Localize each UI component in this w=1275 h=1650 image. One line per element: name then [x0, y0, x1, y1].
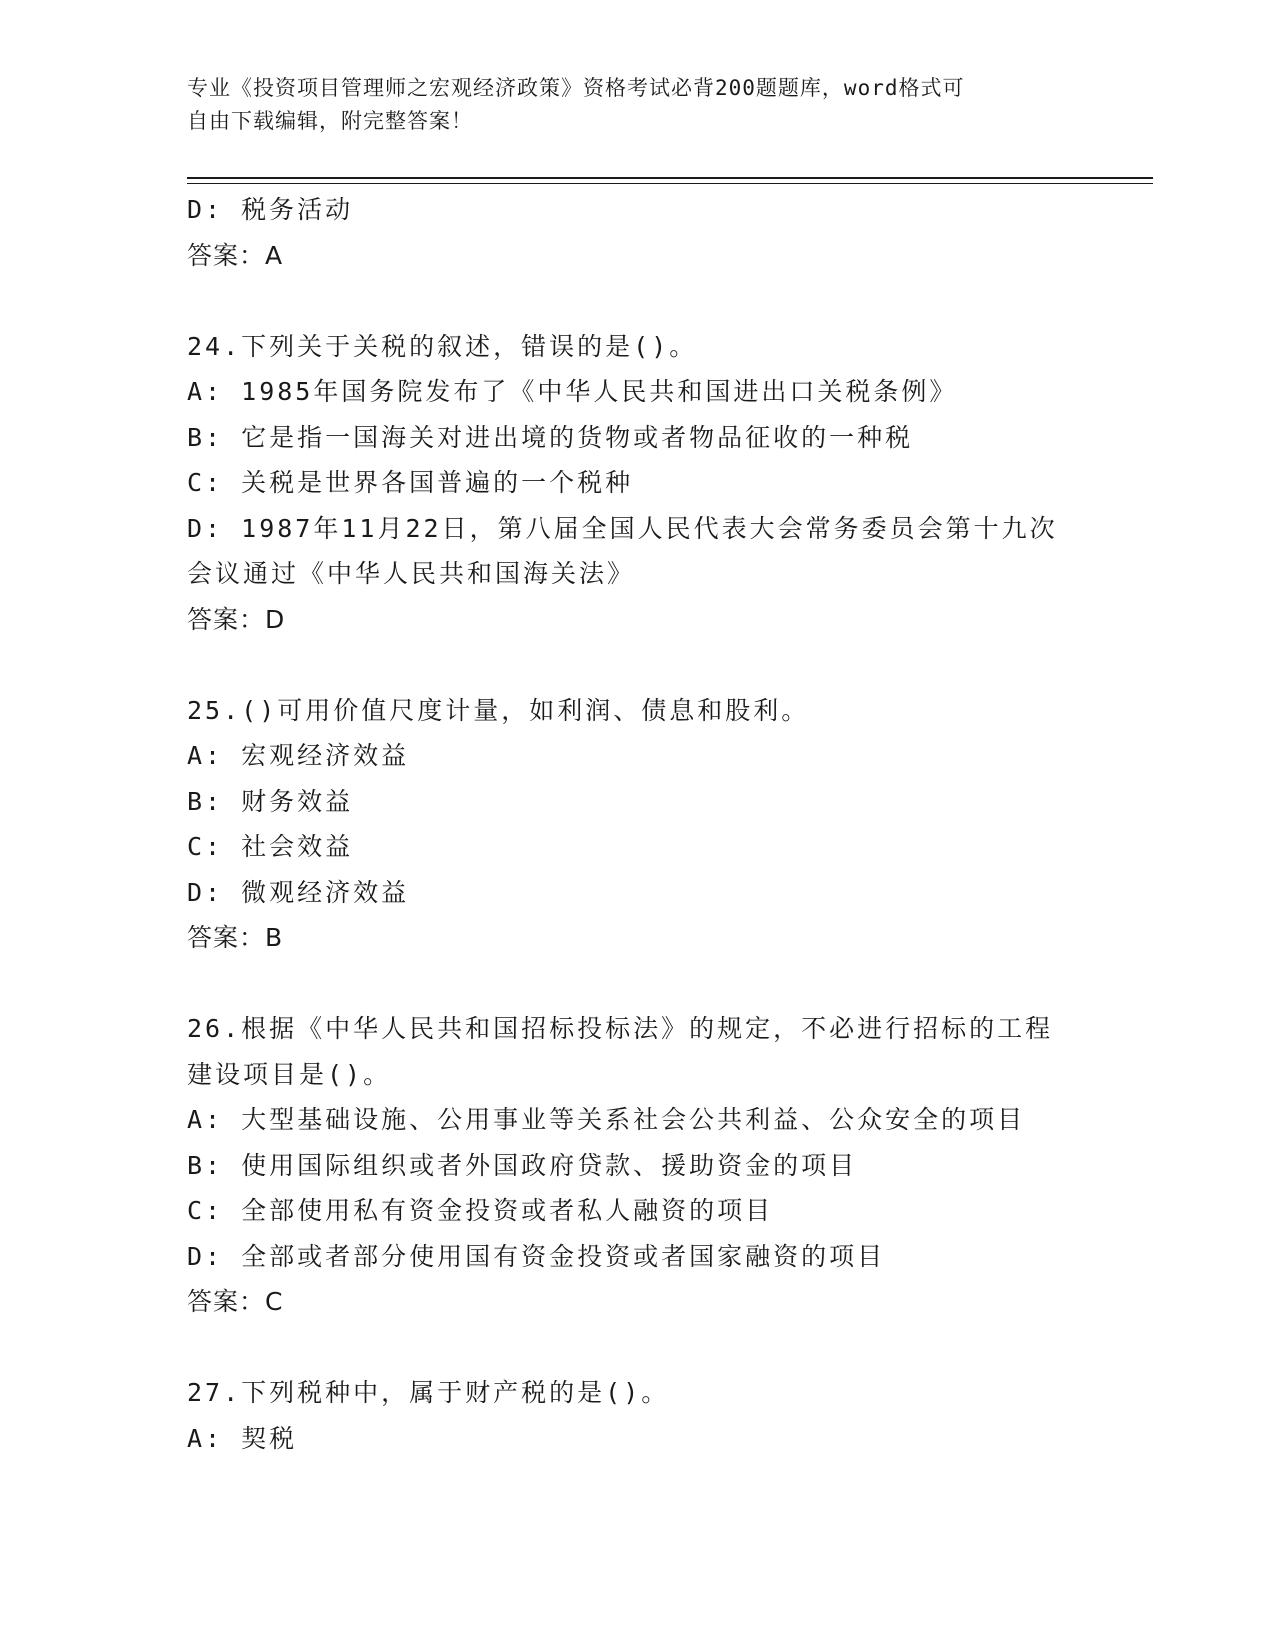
option-b: B: 它是指一国海关对进出境的货物或者物品征收的一种税	[187, 422, 914, 452]
question-stem: 27.下列税种中，属于财产税的是()。	[187, 1378, 670, 1407]
option-c: C: 全部使用私有资金投资或者私人融资的项目	[187, 1196, 774, 1225]
question-list	[187, 187, 1087, 1461]
option-c: C: 关税是世界各国普遍的一个税种	[187, 468, 634, 497]
question-stem-continued: 建设项目是()。	[187, 1059, 392, 1089]
option-d-continued: 会议通过《中华人民共和国海关法》	[187, 559, 636, 588]
option-d: D: 全部或者部分使用国有资金投资或者国家融资的项目	[187, 1241, 886, 1271]
answer-label: 答案：D	[187, 604, 286, 634]
header-line-2: 自由下载编辑，附完整答案！	[187, 109, 473, 133]
option-a: A: 宏观经济效益	[187, 741, 410, 770]
option-b: B: 财务效益	[187, 786, 354, 816]
prev-question-answer: 答案：A	[187, 240, 284, 270]
answer-label: 答案：B	[187, 923, 284, 952]
question-27	[187, 1370, 1087, 1461]
page-header	[187, 72, 1067, 138]
question-25	[187, 688, 1087, 961]
option-a: A: 1985年国务院发布了《中华人民共和国进出口关税条例》	[187, 377, 958, 406]
option-a: A: 契税	[187, 1423, 298, 1453]
question-spacer	[187, 278, 1087, 324]
header-line-1: 专业《投资项目管理师之宏观经济政策》资格考试必背200题题库，word格式可	[187, 76, 965, 100]
question-stem: 24.下列关于关税的叙述，错误的是()。	[187, 331, 698, 361]
question-spacer	[187, 642, 1087, 688]
question-spacer	[187, 961, 1087, 1007]
option-a: A: 大型基础设施、公用事业等关系社会公共利益、公众安全的项目	[187, 1105, 1026, 1134]
question-24	[187, 324, 1087, 643]
question-spacer	[187, 1325, 1087, 1371]
option-b: B: 使用国际组织或者外国政府贷款、援助资金的项目	[187, 1150, 858, 1180]
answer-label: 答案：C	[187, 1287, 284, 1316]
question-stem: 25.()可用价值尺度计量，如利润、债息和股利。	[187, 695, 810, 725]
option-d: D: 1987年11月22日，第八届全国人民代表大会常务委员会第十九次	[187, 513, 1058, 543]
header-divider	[187, 177, 1153, 184]
question-stem: 26.根据《中华人民共和国招标投标法》的规定，不必进行招标的工程	[187, 1014, 1054, 1043]
prev-question-option-d: D: 税务活动	[187, 195, 354, 224]
question-26	[187, 1006, 1087, 1325]
option-d: D: 微观经济效益	[187, 877, 410, 907]
option-c: C: 社会效益	[187, 832, 354, 861]
